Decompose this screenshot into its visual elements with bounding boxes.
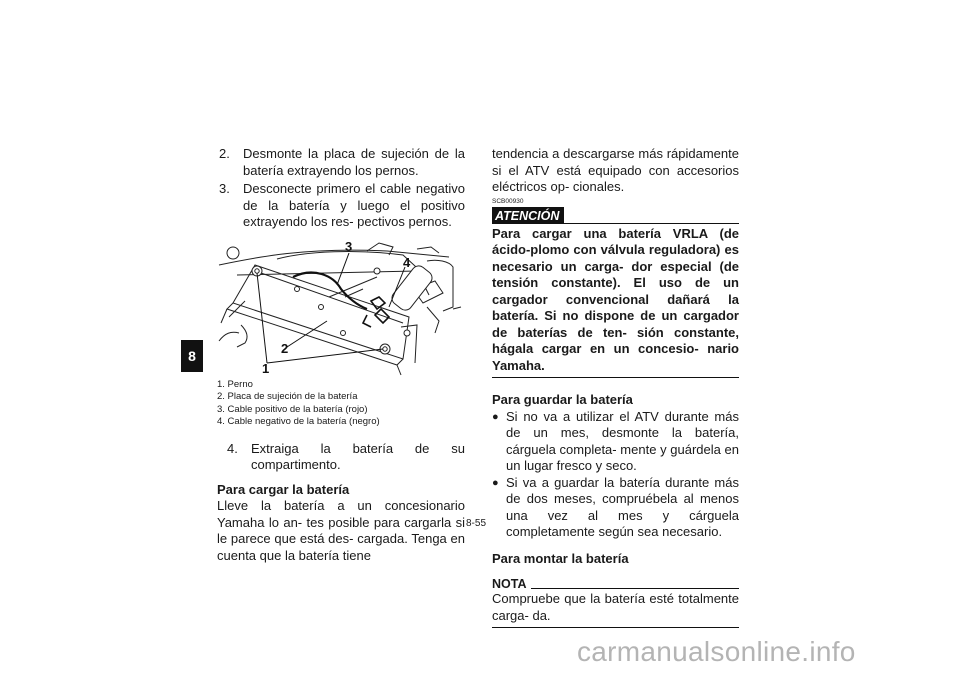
list-item <box>492 409 739 475</box>
figure-label-4: 4 <box>403 254 411 270</box>
figure-caption <box>217 379 465 429</box>
reference-code: SCB00930 <box>492 197 524 205</box>
caption-item: 1. Perno <box>217 378 253 390</box>
chapter-tab: 8 <box>181 340 203 372</box>
figure-label-1: 1 <box>262 360 270 376</box>
attention-text: Para cargar una batería VRLA (de ácido-plomo con válvula reguladora) es necesario un carga- dor especial (de tensión constante). El uso de un cargador convencional dañará la batería. Si no dispone de un cargador de baterías de ten- sión constante, hágala cargar en un concesio- nario Yamaha. <box>492 224 739 379</box>
bullet-text: Si va a guardar la batería durante más de dos meses, compruébela al menos una vez al mes y cárguela completamente según sea necesario. <box>506 474 739 539</box>
nota-text: Compruebe que la batería esté totalmente carga- da. <box>492 591 739 628</box>
bullet-text: Si no va a utilizar el ATV durante más de un mes, desmonte la batería, cárguela completa- mente y guárdela en un lugar fresco y seco. <box>506 408 739 473</box>
step-text: Desconecte primero el cable negativo de la batería y luego el positivo extrayendo los res- pectivos pernos. <box>243 181 465 229</box>
continued-paragraph: tendencia a descargarse más rápidamente si el ATV está equipado con accesorios eléctricos op- cionales. <box>492 146 739 194</box>
nota-header <box>492 577 739 591</box>
step-2 <box>217 146 465 179</box>
right-column <box>492 146 739 628</box>
caption-item: 2. Placa de sujeción de la batería <box>217 391 358 403</box>
step-text: Desmonte la placa de sujeción de la batería extrayendo los pernos. <box>243 146 465 178</box>
step-text: Extraiga la batería de su compartimento. <box>251 440 465 473</box>
bullet-icon: ● <box>492 410 499 423</box>
watermark: carmanualsonline.info <box>577 636 856 667</box>
step-3 <box>217 181 465 231</box>
step-number: 2. <box>219 146 230 161</box>
figure-label-2: 2 <box>281 340 289 356</box>
store-heading: Para guardar la batería <box>492 392 633 407</box>
caption-item: 3. Cable positivo de la batería (rojo) <box>217 403 368 415</box>
battery-figure <box>217 237 463 377</box>
page-number: 8-55 <box>466 518 487 529</box>
figure-label-3: 3 <box>345 238 353 254</box>
mount-heading: Para montar la batería <box>492 550 629 566</box>
charge-heading: Para cargar la batería <box>217 481 350 497</box>
attention-label: ATENCIÓN <box>492 207 564 224</box>
bullet-icon: ● <box>492 476 499 489</box>
charge-paragraph: Lleve la batería a un concesionario Yamaha lo an- tes posible para cargarla si le parece que está des- cargada. Tenga en cuenta que la batería tiene <box>217 498 465 563</box>
battery-illustration <box>217 237 463 377</box>
left-column <box>217 146 465 564</box>
step-number: 3. <box>219 181 230 196</box>
caption-item: 4. Cable negativo de la batería (negro) <box>217 416 380 428</box>
list-item <box>492 475 739 541</box>
step-number: 4. <box>227 440 238 456</box>
nota-label: NOTA <box>492 577 527 591</box>
step-4 <box>217 441 465 474</box>
attention-rule <box>564 223 739 224</box>
attention-header <box>492 207 739 224</box>
nota-rule <box>531 588 740 589</box>
